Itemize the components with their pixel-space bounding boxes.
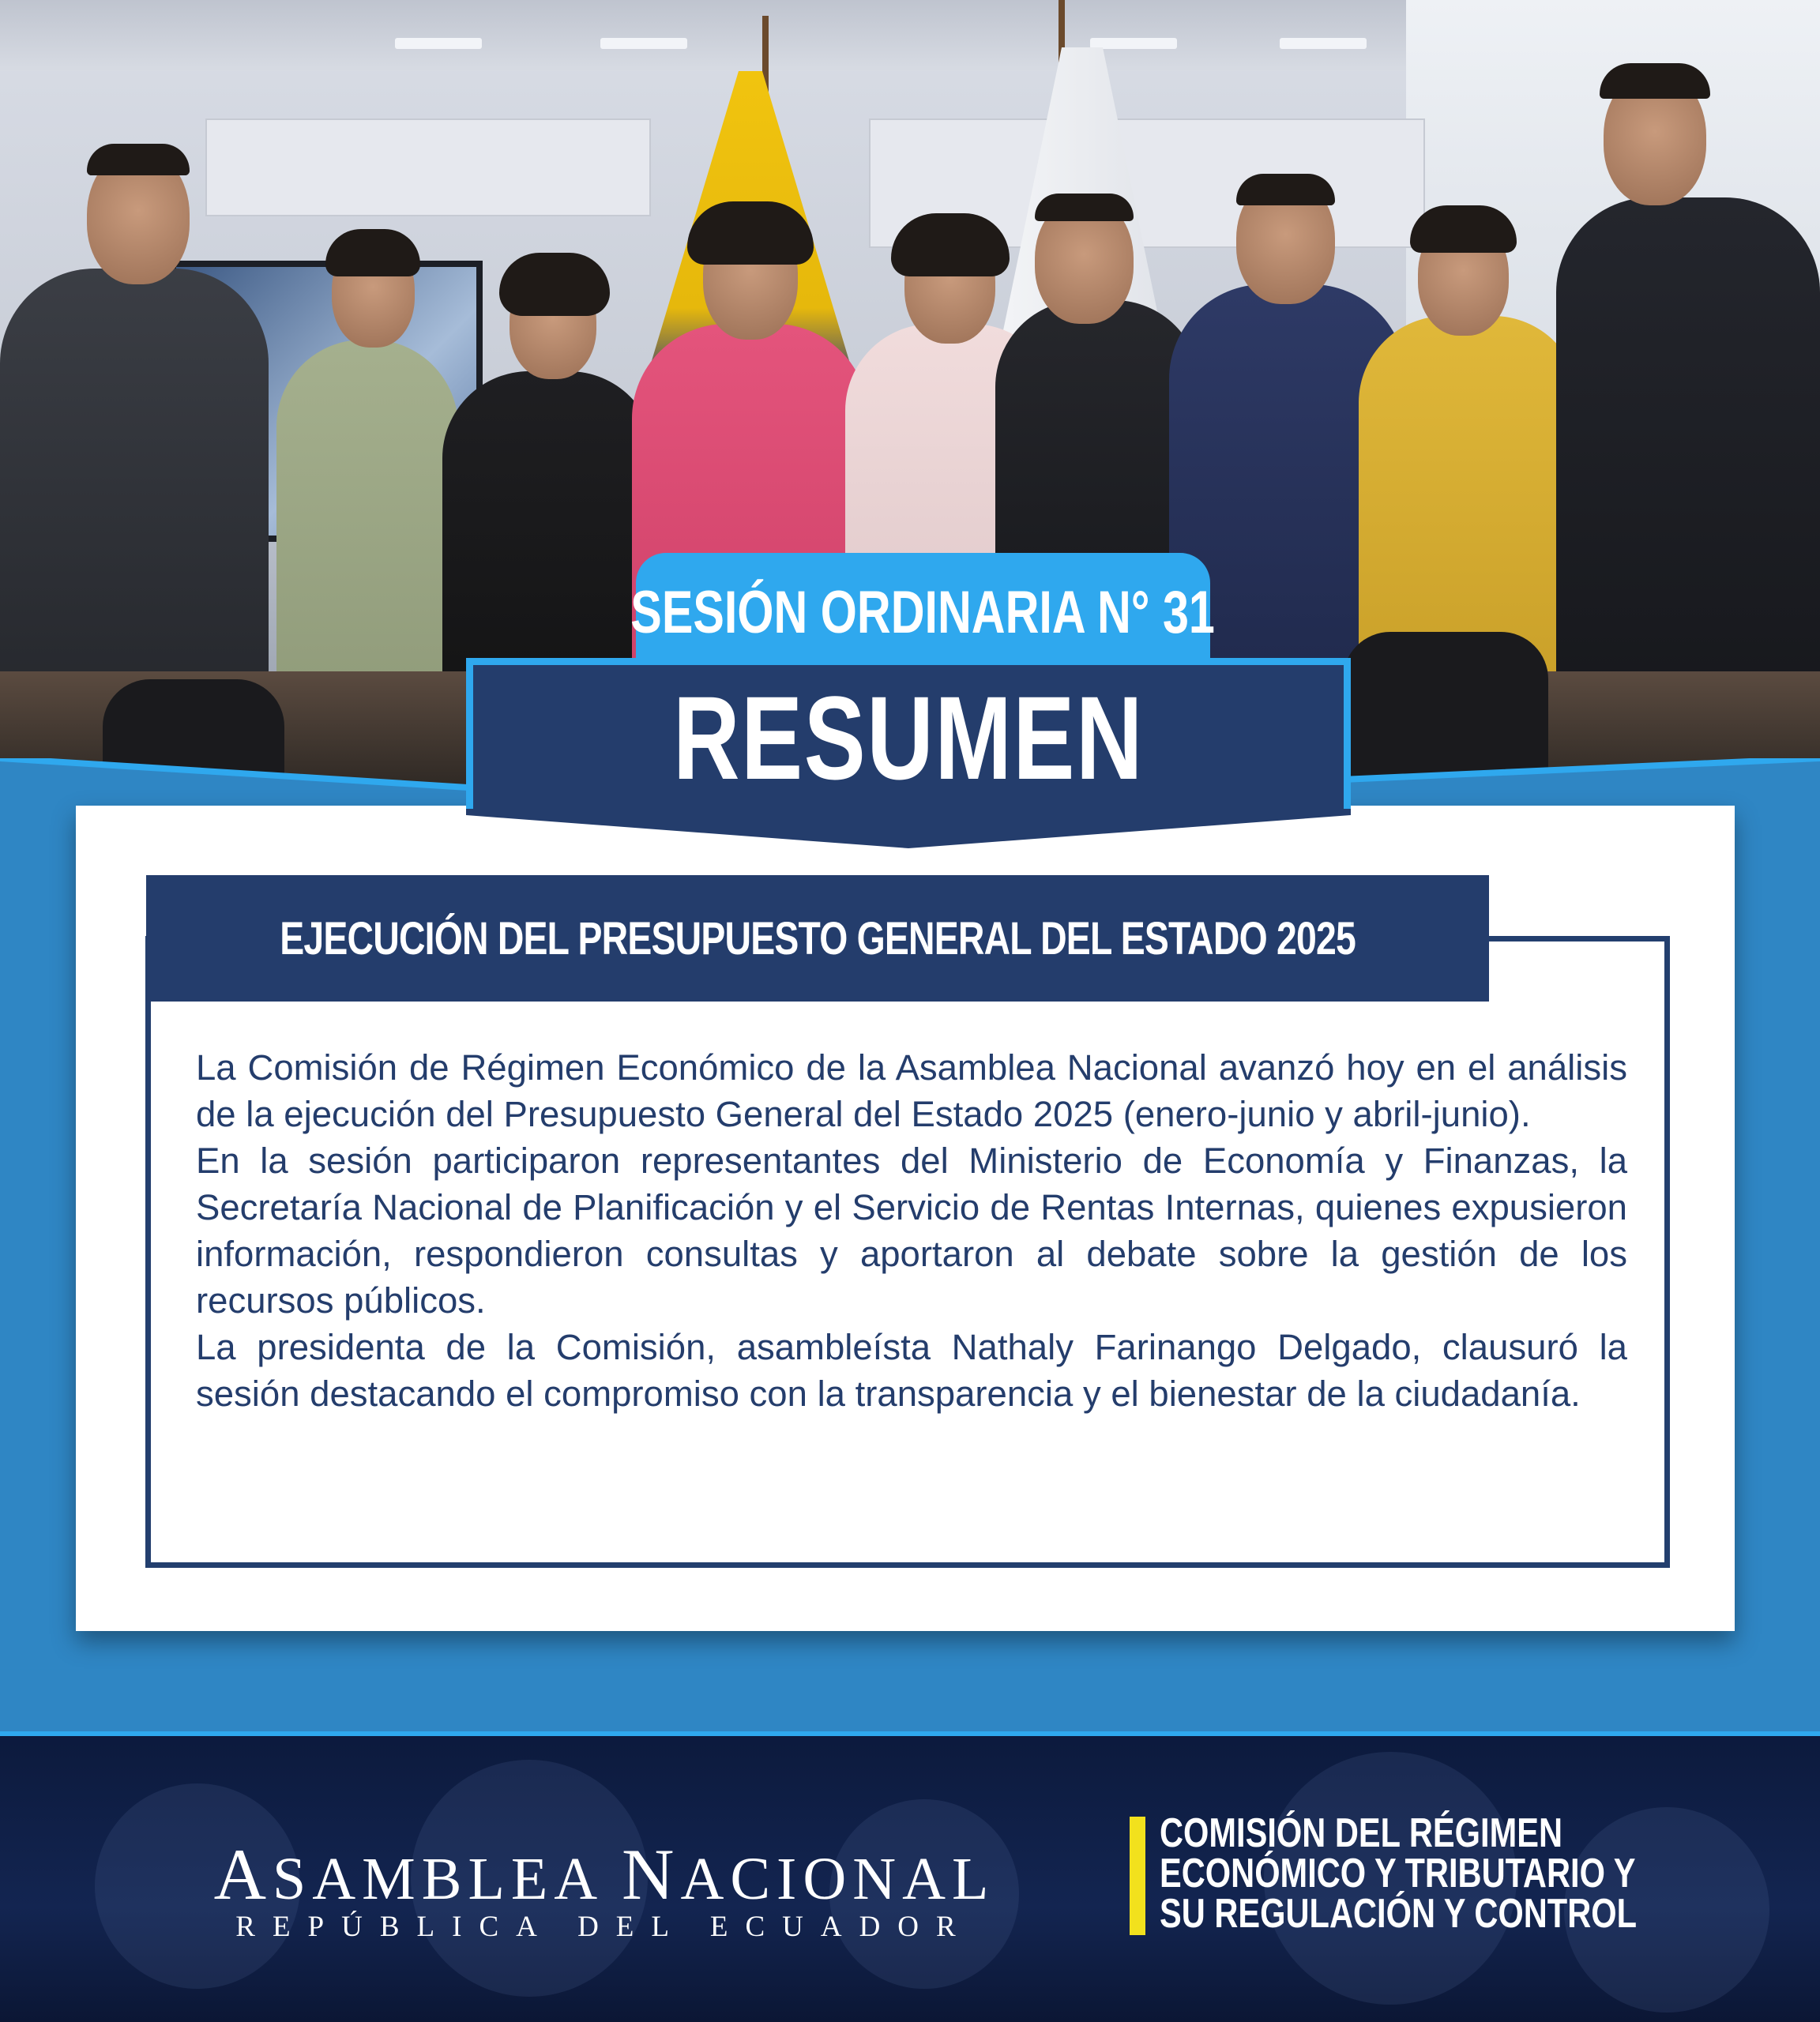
accent-bar bbox=[1130, 1817, 1145, 1935]
logo-subtitle: REPÚBLICA DEL ECUADOR bbox=[235, 1911, 973, 1943]
ceiling-light bbox=[395, 38, 482, 49]
summary-paragraph: La presidenta de la Comisión, asambleísta Nathaly Farinango Delgado, clausuró la sesión destacando el compromiso con la transparencia y el bienestar de la ciudadanía. bbox=[196, 1327, 1627, 1414]
asamblea-logo: ASAMBLEA NACIONAL bbox=[213, 1834, 995, 1915]
session-badge bbox=[630, 553, 1216, 671]
wall-panel bbox=[205, 118, 651, 216]
person-hair bbox=[1410, 205, 1517, 253]
ceiling-light bbox=[600, 38, 687, 49]
person-hair bbox=[1600, 63, 1710, 99]
person-hair bbox=[687, 201, 814, 265]
page-title: RESUMEN bbox=[673, 671, 1144, 804]
person-hair bbox=[499, 253, 610, 316]
session-label: SESIÓN ORDINARIA N° 31 bbox=[630, 578, 1216, 646]
summary-paragraph: En la sesión participaron representantes del Ministerio de Economía y Finanzas, la Secretaría Nacional de Planificación y el Servicio de Rentas Internas, quienes expusieron información, respondieron consultas y aportaron al debate sobre la gestión de los recursos públicos. bbox=[196, 1141, 1627, 1321]
topic-title: EJECUCIÓN DEL PRESUPUESTO GENERAL DEL ESTADO 2025 bbox=[280, 912, 1356, 964]
person-hair bbox=[891, 213, 1010, 276]
person-hair bbox=[1035, 194, 1134, 221]
person-hair bbox=[87, 144, 190, 175]
topic-bar bbox=[146, 875, 1489, 1002]
summary-paragraph: La Comisión de Régimen Económico de la Asamblea Nacional avanzó hoy en el análisis de la ejecución del Presupuesto General del Estado 2025 (enero-junio y abril-junio). bbox=[196, 1047, 1627, 1134]
person-hair bbox=[325, 229, 420, 276]
commission-line: SU REGULACIÓN Y CONTROL bbox=[1160, 1891, 1638, 1937]
person-hair bbox=[1236, 174, 1335, 205]
commission-name bbox=[1160, 1810, 1638, 1937]
resumen-box bbox=[466, 658, 1351, 810]
commission-line: COMISIÓN DEL RÉGIMEN bbox=[1160, 1810, 1563, 1856]
summary-text bbox=[196, 1044, 1627, 1417]
ceiling-light bbox=[1090, 38, 1177, 49]
resumen-box-tail bbox=[466, 809, 1351, 850]
commission-line: ECONÓMICO Y TRIBUTARIO Y bbox=[1160, 1851, 1636, 1896]
ceiling-light bbox=[1280, 38, 1367, 49]
